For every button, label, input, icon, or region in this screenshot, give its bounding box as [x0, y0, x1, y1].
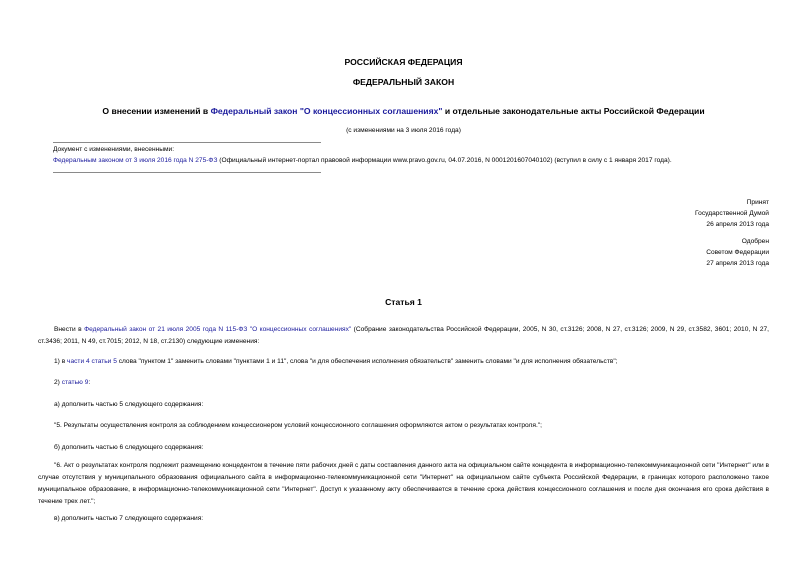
amendments-line — [53, 157, 672, 164]
duma-date: 26 апреля 2013 года — [706, 221, 769, 228]
part4-article5-link[interactable]: части 4 статьи 5 — [67, 358, 117, 365]
item-1-rest: слова "пунктом 1" заменить словами "пунктами 1 и 11", слова "и для обеспечения исполнения обязательств" заменить словами "и для исполнения обязательств"; — [116, 358, 618, 365]
subitem-a: а) дополнить частью 5 следующего содержания: — [54, 401, 204, 408]
item-2-prefix: 2) — [54, 379, 62, 386]
amendment-note: (с изменениями на 3 июля 2016 года) — [346, 127, 461, 134]
council-approval — [706, 236, 769, 269]
amendments-rest: (Официальный интернет-портал правовой информации www.pravo.gov.ru, 04.07.2016, N 0001201607040102) (вступил в силу с 1 января 2017 года). — [217, 157, 672, 164]
concession-law-link[interactable]: Федеральный закон от 21 июля 2005 года N 115-ФЗ — [84, 326, 248, 333]
duma-adoption — [695, 197, 769, 230]
council-name: Советом Федерации — [706, 249, 769, 256]
box-top-divider — [53, 142, 321, 143]
article-intro — [38, 324, 769, 348]
amending-law-link[interactable]: Федеральным законом от 3 июля 2016 года N 275-ФЗ — [53, 157, 218, 164]
council-date: 27 апреля 2013 года — [706, 260, 769, 267]
article-title: Статья 1 — [385, 297, 422, 307]
law-type-heading: ФЕДЕРАЛЬНЫЙ ЗАКОН — [352, 77, 455, 87]
intro-prefix: Внести в — [54, 326, 85, 333]
item-1 — [38, 356, 769, 368]
intro-rest: (Собрание законодательства Российской Федерации, 2005, N 30, ст.3126; 2008, N 27, ст.3126; 2009, N 29, ст.3582, 3601; 2010, N 27, ст.3436; 2011, N 49, ст.7015; 2012, N 18, ст.2130) следующие изменения: — [38, 326, 769, 345]
subitem-b: б) дополнить частью 6 следующего содержания: — [54, 444, 204, 451]
title-suffix: и отдельные законодательные акты Российской Федерации — [442, 106, 705, 116]
amendments-heading: Документ с изменениями, внесенными: — [53, 146, 175, 153]
item-2-rest: : — [88, 379, 91, 386]
part-6-text: "6. Акт о результатах контроля подлежит размещению концедентом в течение пяти рабочих дней с даты составления данного акта на официальном сайте концедента в информационно-телекоммуникационной сети "Интернет" или в случае отсутствия у муниципального образования официального сайта в информационно-телекоммуникационной сети "Интернет" на официальном сайте субъекта Российской Федерации, в границах которого расположено такое муниципальное образование, в информационно-телекоммуникационной сети "Интернет". Доступ к указанному акту обеспечивается в течение срока действия концессионного соглашения и после дня окончания его срока действия в течение трех лет."; — [38, 462, 769, 505]
council-approved-label: Одобрен — [741, 238, 769, 245]
document-title — [0, 106, 807, 116]
title-law-link[interactable]: Федеральный закон "О концессионных соглашениях" — [210, 106, 443, 116]
duma-adopted-label: Принят — [746, 199, 769, 206]
box-bottom-divider — [53, 172, 321, 173]
item-1-prefix: 1) в — [54, 358, 68, 365]
country-heading: РОССИЙСКАЯ ФЕДЕРАЦИЯ — [344, 57, 463, 67]
subitem-v: в) дополнить частью 7 следующего содержания: — [54, 515, 204, 522]
title-prefix: О внесении изменений в — [102, 106, 211, 116]
concession-law-title-link[interactable]: "О концессионных соглашениях" — [249, 326, 352, 333]
duma-name: Государственной Думой — [695, 210, 769, 217]
item-2 — [38, 377, 769, 389]
part-5-text: "5. Результаты осуществления контроля за соблюдением концессионером условий концессионного соглашения оформляются актом о результатах контроля."; — [54, 422, 542, 429]
article9-link[interactable]: статью 9 — [61, 379, 89, 386]
